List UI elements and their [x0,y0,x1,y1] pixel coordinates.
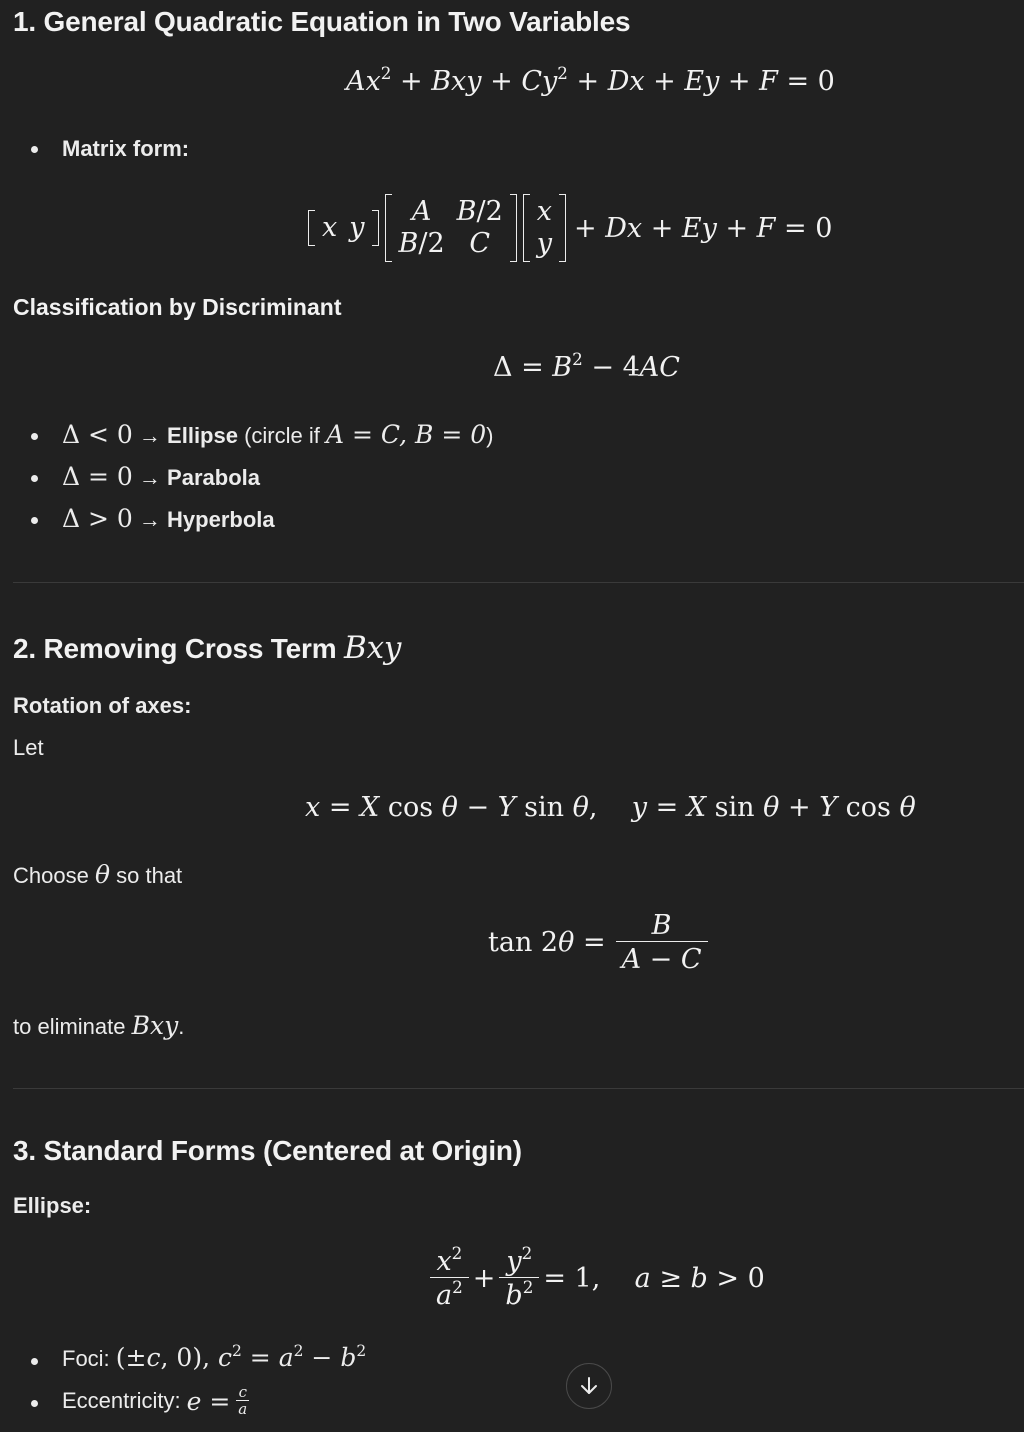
section-2-heading [13,630,401,666]
foci-label: Foci: [62,1346,116,1371]
bullet-dot [31,475,38,482]
foci-item: Foci: (±c, 0), $c^2 = a^2 - b^2$ [62,1341,367,1372]
bullet-dot [31,517,38,524]
bxy-math: Bxy [131,1011,179,1040]
scroll-down-button[interactable] [566,1363,612,1409]
bullet-dot [31,146,38,153]
bullet-parabola [62,462,260,491]
section-divider [13,1088,1024,1089]
arrow-down-icon [578,1375,600,1397]
section-1-heading: 1. General Quadratic Equation in Two Variables [13,6,631,37]
condition-math: Δ = 0 [62,462,133,491]
note-prefix: (circle if [237,423,326,448]
bullet-dot [31,1358,38,1365]
text-part: so that [110,863,183,888]
matrix-form-equation: x y A B/2 B/2 C x y + Dx + Ey + F = 0 [308,192,832,264]
coefficient-matrix: A B/2 B/2 C [385,196,517,261]
bullet-ellipse [62,420,493,449]
arrow-text: → [132,423,168,448]
bullet-dot [31,433,38,440]
eccentricity-item: Eccentricity: e = $\frac{c}{a}$ [62,1383,248,1418]
matrix-form-label: Matrix form: [62,136,190,161]
heading-text: 2. Removing Cross Term [13,633,344,664]
tan-2theta-equation: tan 2θ = $\frac{B}{A - C}$ [488,910,712,975]
text-part: to eliminate [13,1014,132,1039]
theta-math: θ [94,860,111,889]
text-part: Choose [13,863,95,888]
note-math: A = C, B = 0 [325,420,487,449]
column-vector: x y [523,196,566,261]
bullet-dot [31,1400,38,1407]
condition-math: Δ < 0 [62,420,133,449]
choose-theta-text [13,860,182,889]
arrow-text: → [132,507,168,532]
eliminate-text [13,1011,184,1040]
text-part: . [178,1014,185,1039]
rotation-label: Rotation of axes: [13,693,192,718]
general-quadratic-equation: $Ax^2$ + Bxy + $Cy^2 + Dx + Ey + F = 0$ [346,63,835,97]
note-suffix: ) [486,423,494,448]
eccentricity-label: Eccentricity: [62,1388,181,1413]
condition-math: Δ > 0 [62,504,133,533]
section-divider [13,582,1024,583]
section-3-heading: 3. Standard Forms (Centered at Origin) [13,1135,522,1166]
conic-name: Parabola [167,465,260,490]
discriminant-equation: $\Delta = B^2 - 4AC$ [493,349,680,383]
rotation-equations: x = X cos θ − Y sin θ, y = X sin θ + Y cos θ [305,792,916,823]
let-text: Let [13,735,44,760]
conic-name: Hyperbola [167,507,275,532]
row-vector: x y [308,212,379,244]
arrow-text: → [132,465,168,490]
ellipse-label: Ellipse: [13,1193,92,1218]
ellipse-standard-equation: $\frac{x^2}{a^2}$ + $\frac{y^2}{b^2}$ = 1, a ≥ b > 0 [426,1246,765,1311]
bullet-hyperbola [62,504,275,533]
conic-name: Ellipse [167,423,238,448]
heading-math: Bxy [343,630,402,666]
classification-heading: Classification by Discriminant [13,294,342,320]
